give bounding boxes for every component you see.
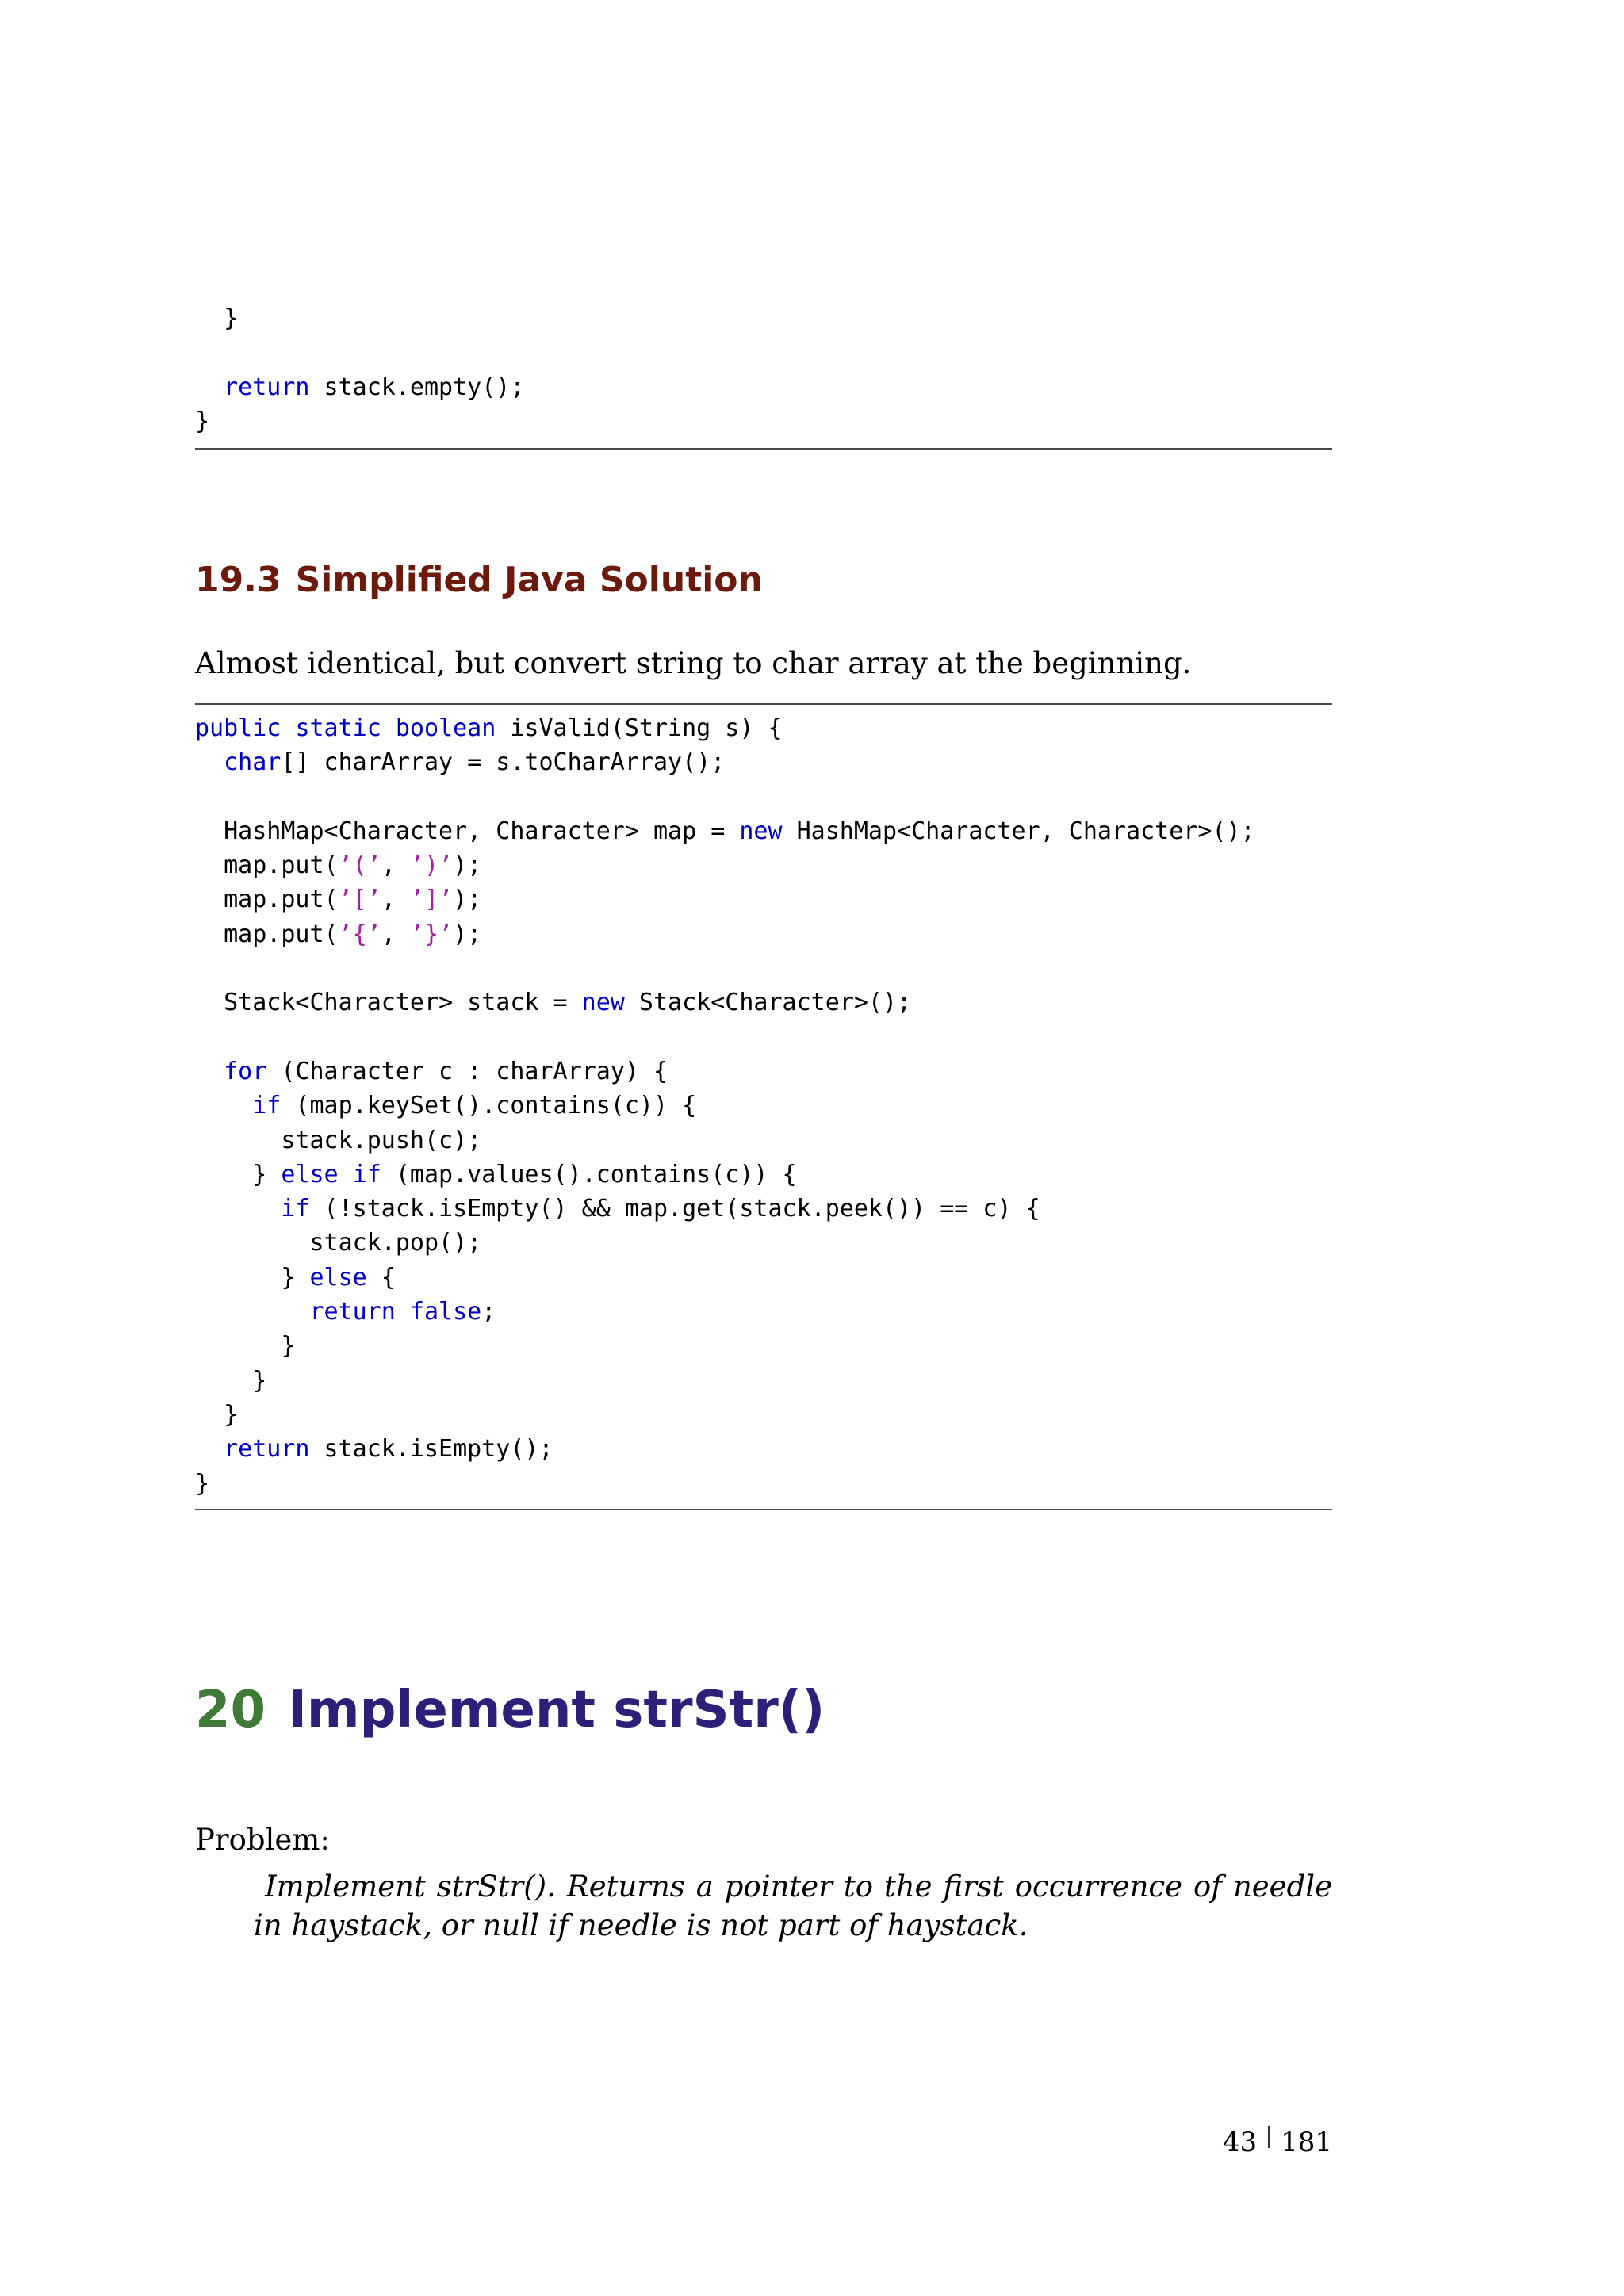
code-text — [339, 1161, 353, 1188]
code-text — [396, 1298, 410, 1326]
code-keyword: else — [309, 1263, 367, 1292]
code-text: stack.push(c); — [195, 1126, 482, 1154]
code-text — [281, 714, 295, 742]
code-text: HashMap<Character, Character> map = — [195, 817, 740, 845]
code-text: ); — [453, 920, 482, 948]
code-text — [381, 714, 396, 742]
code-text: } — [195, 407, 210, 435]
code-keyword: char — [224, 748, 282, 777]
code-top-rule — [195, 703, 1332, 705]
code-text: ; — [481, 1298, 496, 1326]
code-string: ’]’ — [409, 886, 454, 914]
code-text: } — [195, 1400, 239, 1429]
code-line — [195, 1092, 696, 1119]
code-line — [195, 851, 481, 879]
code-keyword: return — [224, 373, 310, 401]
code-line — [195, 1127, 481, 1154]
code-string: ’)’ — [409, 851, 454, 880]
code-line — [195, 1298, 496, 1326]
code-text: map.put( — [195, 886, 339, 914]
code-line — [195, 1264, 396, 1292]
code-line — [195, 1058, 668, 1085]
code-line — [195, 920, 481, 948]
code-keyword: return — [224, 1435, 310, 1464]
code-text: (map.values().contains(c)) { — [381, 1160, 797, 1188]
chapter-heading — [195, 1681, 825, 1739]
code-keyword: public — [195, 714, 282, 742]
code-bottom-rule — [195, 1509, 1332, 1510]
code-text: } — [195, 1160, 282, 1188]
code-line — [195, 1470, 209, 1498]
code-text — [195, 1195, 281, 1223]
code-text: Stack<Character>(); — [624, 989, 912, 1017]
current-page: 43 — [1222, 2126, 1258, 2158]
section-paragraph: Almost identical, but convert string to char array at the beginning. — [195, 646, 1192, 680]
code-line — [195, 304, 238, 332]
code-keyword: false — [409, 1298, 482, 1326]
code-line — [195, 408, 209, 435]
code-line — [195, 1401, 238, 1429]
code-line — [195, 1367, 266, 1395]
code-keyword: static — [295, 714, 381, 742]
section-heading — [195, 560, 763, 600]
code-string: ’[’ — [338, 886, 381, 914]
code-text: stack.isEmpty(); — [309, 1435, 553, 1464]
chapter-number: 20 — [195, 1681, 266, 1739]
code-line — [195, 1229, 481, 1257]
code-text — [195, 1298, 310, 1326]
code-string: ’(’ — [338, 851, 381, 880]
code-block-top — [195, 301, 524, 438]
code-text — [195, 373, 224, 401]
code-string: ’{’ — [338, 920, 381, 948]
problem-label: Problem: — [195, 1823, 330, 1857]
code-line — [195, 1161, 797, 1188]
code-keyword: for — [224, 1057, 267, 1085]
code-text: } — [195, 304, 239, 332]
code-keyword: new — [581, 989, 625, 1017]
code-text: } — [195, 1332, 296, 1360]
code-text: , — [381, 920, 410, 948]
code-text: ); — [453, 851, 482, 880]
code-line — [195, 886, 481, 913]
code-text: } — [195, 1366, 267, 1395]
code-text — [195, 1435, 224, 1463]
code-text: (Character c : charArray) { — [266, 1057, 668, 1085]
section-title: Simplified Java Solution — [295, 560, 763, 600]
code-block-main — [195, 711, 1255, 1501]
code-line — [195, 1195, 1040, 1223]
code-line — [195, 714, 783, 742]
code-text: , — [381, 851, 410, 880]
code-keyword: new — [739, 817, 783, 845]
code-text: [] charArray = s.toCharArray(); — [281, 748, 726, 777]
code-text: map.put( — [195, 851, 339, 880]
code-line — [195, 373, 524, 401]
code-text: map.put( — [195, 920, 339, 948]
total-pages: 181 — [1281, 2126, 1332, 2158]
code-line — [195, 1332, 295, 1360]
code-line — [195, 1435, 553, 1463]
code-text: { — [366, 1263, 396, 1292]
code-text: HashMap<Character, Character>(); — [782, 817, 1255, 845]
code-text: stack.pop(); — [195, 1229, 482, 1257]
section-number: 19.3 — [195, 560, 282, 600]
code-text: } — [195, 1469, 210, 1498]
page-separator — [1268, 2126, 1270, 2148]
code-text: , — [381, 886, 410, 914]
code-line — [195, 989, 911, 1016]
code-keyword: return — [309, 1298, 396, 1326]
code-string: ’}’ — [409, 920, 454, 948]
code-text: stack.empty(); — [309, 373, 525, 401]
page-number — [1223, 2126, 1332, 2158]
code-keyword: boolean — [395, 714, 496, 742]
code-keyword: if — [281, 1195, 310, 1223]
code-bottom-rule-top — [195, 448, 1332, 450]
code-text: Stack<Character> stack = — [195, 989, 582, 1017]
chapter-title: Implement strStr() — [288, 1681, 825, 1739]
code-line — [195, 817, 1255, 845]
code-text: isValid(String s) { — [496, 714, 783, 742]
code-text — [195, 1092, 252, 1119]
code-text: (!stack.isEmpty() && map.get(stack.peek()) == c) { — [309, 1195, 1040, 1223]
code-text: (map.keySet().contains(c)) { — [281, 1092, 697, 1120]
code-keyword: if — [352, 1160, 381, 1188]
code-keyword: if — [252, 1092, 282, 1120]
code-text — [195, 1058, 224, 1085]
code-text: ); — [453, 886, 482, 914]
problem-statement: Implement strStr(). Returns a pointer to the first occurrence of needle in haystack, or null if needle is not part of haystack. — [254, 1869, 1332, 1942]
code-keyword: else — [281, 1160, 339, 1188]
code-line — [195, 748, 725, 776]
code-text — [195, 748, 224, 776]
code-text: } — [195, 1263, 310, 1292]
